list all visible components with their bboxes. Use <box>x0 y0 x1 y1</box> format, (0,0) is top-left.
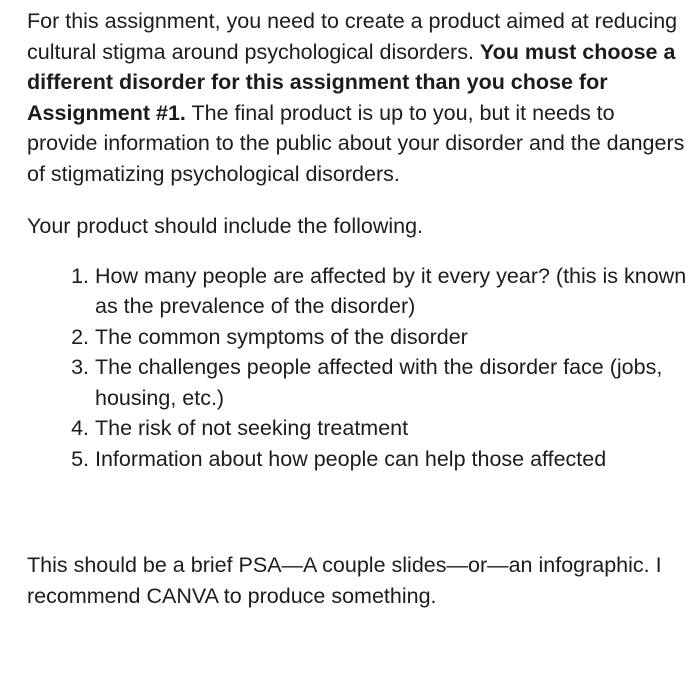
intro-emphasis: You must choose a different disorder for this assignment than you chose for Assignment #1. <box>27 39 676 125</box>
list-item-text: The challenges people affected with the disorder face (jobs, housing, etc.) <box>95 355 663 410</box>
list-item-text: The risk of not seeking treatment <box>95 416 409 440</box>
list-item <box>71 413 687 444</box>
list-item-number: 3. <box>71 355 89 379</box>
list-item-number: 2. <box>71 324 89 349</box>
list-item-number: 4. <box>71 416 89 440</box>
list-item <box>71 352 687 413</box>
list-item <box>71 322 687 353</box>
intro-paragraph <box>27 6 687 189</box>
list-item-text: The common symptoms of the disorder <box>95 324 468 349</box>
requirements-list <box>27 261 687 475</box>
assignment-document <box>27 6 687 611</box>
closing-paragraph: This should be a brief PSA—A couple slides—or—an infographic. I recommend CANVA to produce something. <box>27 553 662 608</box>
list-item <box>71 444 687 475</box>
paragraph-spacer <box>27 242 687 261</box>
list-item-number: 5. <box>71 446 89 471</box>
list-item-text: Information about how people can help those affected <box>95 446 607 471</box>
requirements-lead: Your product should include the following. <box>27 214 424 238</box>
list-item <box>71 261 687 322</box>
intro-text-after: The final product is up to you, but it needs to provide information to the public about your disorder and the dangers of stigmatizing psychological disorders. <box>27 100 685 186</box>
paragraph-spacer <box>27 189 687 211</box>
paragraph-spacer <box>27 474 687 550</box>
intro-text-before: For this assignment, you need to create a product aimed at reducing cultural stigma around psychological disorders. <box>27 9 678 64</box>
list-item-number: 1. <box>71 263 89 288</box>
list-item-text: How many people are affected by it every year? (this is known as the prevalence of the disorder) <box>95 263 687 318</box>
